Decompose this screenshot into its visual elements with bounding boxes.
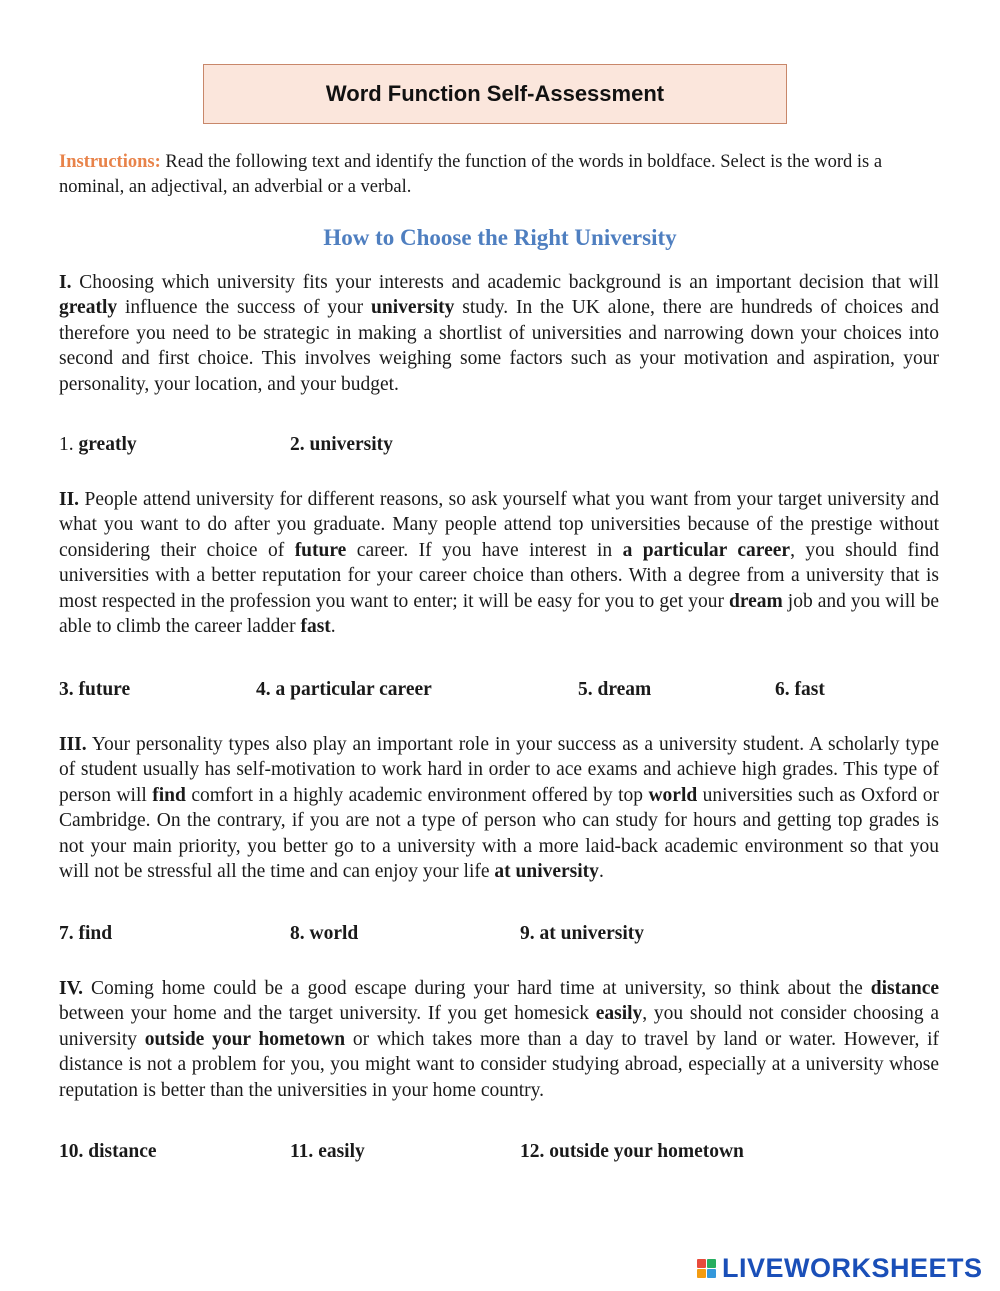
para-segment: easily bbox=[595, 1003, 643, 1025]
question-1 bbox=[59, 434, 137, 456]
question-word: find bbox=[78, 923, 113, 944]
question-number: 4. bbox=[256, 679, 271, 700]
question-word: dream bbox=[597, 679, 652, 700]
question-number: 1. bbox=[59, 434, 74, 455]
para-segment: IV. bbox=[59, 978, 84, 999]
para-segment: fast bbox=[300, 616, 331, 638]
question-8 bbox=[290, 923, 358, 945]
logo-text: LIVEWORKSHEETS bbox=[722, 1252, 983, 1283]
para-segment: dream bbox=[728, 590, 783, 612]
para-segment: III. bbox=[59, 734, 87, 755]
para-segment: greatly bbox=[59, 297, 118, 319]
question-row-4 bbox=[0, 1141, 1000, 1171]
para-segment: or which takes more than a day to travel by land or water. However, if distance is not a problem for you, you might want to consider studying abroad, especially at a university whose reputation is better than the universities in your home country. bbox=[59, 1028, 939, 1101]
para-segment: future bbox=[294, 539, 347, 561]
question-row-1 bbox=[0, 434, 1000, 464]
logo-square bbox=[697, 1259, 706, 1268]
para-segment: university bbox=[371, 297, 455, 319]
question-7 bbox=[59, 923, 112, 945]
question-number: 10. bbox=[59, 1141, 84, 1162]
question-word: a particular career bbox=[275, 679, 432, 700]
title-box bbox=[203, 64, 787, 124]
question-word: outside your hometown bbox=[549, 1141, 744, 1162]
question-5 bbox=[578, 679, 651, 701]
page-title: Word Function Self-Assessment bbox=[325, 81, 665, 106]
instructions bbox=[59, 150, 939, 200]
instructions-label: Instructions: bbox=[59, 152, 161, 172]
article-title: How to Choose the Right University bbox=[323, 225, 677, 250]
question-number: 8. bbox=[290, 923, 305, 944]
question-12 bbox=[520, 1141, 744, 1163]
question-number: 12. bbox=[520, 1141, 545, 1162]
para-segment: I. bbox=[59, 272, 72, 293]
para-segment: People attend university for different reasons, so ask yourself what you want from your target university and what you want to do after you graduate. Many people attend top universities because of the prestige without considering their choice of bbox=[59, 489, 939, 561]
liveworksheets-logo bbox=[697, 1253, 983, 1283]
para-segment: influence the success of your bbox=[117, 297, 371, 319]
question-word: greatly bbox=[78, 434, 137, 455]
question-word: distance bbox=[88, 1141, 157, 1162]
question-number: 2. bbox=[290, 434, 305, 455]
para-segment: Coming home could be a good escape during your hard time at university, so think about the bbox=[83, 978, 871, 999]
question-4 bbox=[256, 679, 432, 701]
para-segment: outside your hometown bbox=[144, 1028, 346, 1050]
para-segment: distance bbox=[870, 978, 939, 999]
para-segment: find bbox=[152, 784, 186, 806]
question-number: 11. bbox=[290, 1141, 314, 1162]
para-segment: study. In the UK alone, there are hundreds of choices and therefore you need to be strategic in making a shortlist of universities and narrowing down your choices into second and first choice. This involves weighing some factors such as your motivation and aspiration, your personality, your location, and your budget. bbox=[59, 297, 939, 395]
paragraph-4 bbox=[59, 976, 939, 1103]
para-segment: Choosing which university fits your interests and academic background is an important decision that will bbox=[71, 272, 939, 293]
para-segment: II. bbox=[59, 489, 80, 510]
logo-icon bbox=[697, 1259, 716, 1278]
paragraph-1 bbox=[59, 270, 939, 397]
para-segment: comfort in a highly academic environment offered by top bbox=[185, 784, 649, 806]
question-word: at university bbox=[539, 923, 645, 944]
question-11 bbox=[290, 1141, 365, 1163]
para-segment: . bbox=[598, 861, 604, 883]
question-word: fast bbox=[794, 679, 825, 700]
question-word: university bbox=[309, 434, 393, 455]
logo-square bbox=[707, 1259, 716, 1268]
question-number: 6. bbox=[775, 679, 790, 700]
para-segment: career. If you have interest in bbox=[346, 539, 623, 561]
question-10 bbox=[59, 1141, 157, 1163]
question-row-2 bbox=[0, 679, 1000, 709]
question-number: 5. bbox=[578, 679, 593, 700]
question-6 bbox=[775, 679, 825, 701]
logo-square bbox=[697, 1269, 706, 1278]
question-word: world bbox=[309, 923, 359, 944]
para-segment: world bbox=[648, 784, 698, 806]
para-segment: a particular career bbox=[622, 539, 791, 561]
logo-square bbox=[707, 1269, 716, 1278]
para-segment: . bbox=[330, 616, 336, 638]
question-word: future bbox=[78, 679, 131, 700]
para-segment: Your personality types also play an important role in your success as a university student. A scholarly type of student usually has self-motivation to work hard in order to ace exams and achieve high grades. This type of person will bbox=[59, 734, 939, 806]
para-segment: , you should not consider choosing a university bbox=[59, 1003, 939, 1050]
question-row-3 bbox=[0, 923, 1000, 953]
para-segment: at university bbox=[494, 861, 599, 883]
para-segment: universities such as Oxford or Cambridge. On the contrary, if you are not a type of person who can study for hours and getting top grades is not your main priority, you better go to a university with a more laid-back academic environment so that you will not be stressful all the time and can enjoy your life bbox=[59, 784, 940, 883]
question-number: 9. bbox=[520, 923, 535, 944]
question-2 bbox=[290, 434, 393, 456]
paragraph-2 bbox=[59, 487, 939, 639]
question-word: easily bbox=[318, 1141, 365, 1162]
paragraph-3 bbox=[59, 732, 939, 884]
para-segment: , you should find universities with a better reputation for your career choice than others. With a degree from a university that is most respected in the profession you want to enter; it will be easy for you to get your bbox=[59, 539, 939, 612]
instructions-text: Read the following text and identify the function of the words in boldface. Select is the word is a nominal, an adjectival, an adverbial or a verbal. bbox=[59, 152, 883, 197]
para-segment: between your home and the target university. If you get homesick bbox=[59, 1003, 596, 1025]
question-number: 3. bbox=[59, 679, 74, 700]
question-9 bbox=[520, 923, 644, 945]
para-segment: job and you will be able to climb the career ladder bbox=[59, 590, 939, 638]
question-number: 7. bbox=[59, 923, 74, 944]
question-3 bbox=[59, 679, 130, 701]
